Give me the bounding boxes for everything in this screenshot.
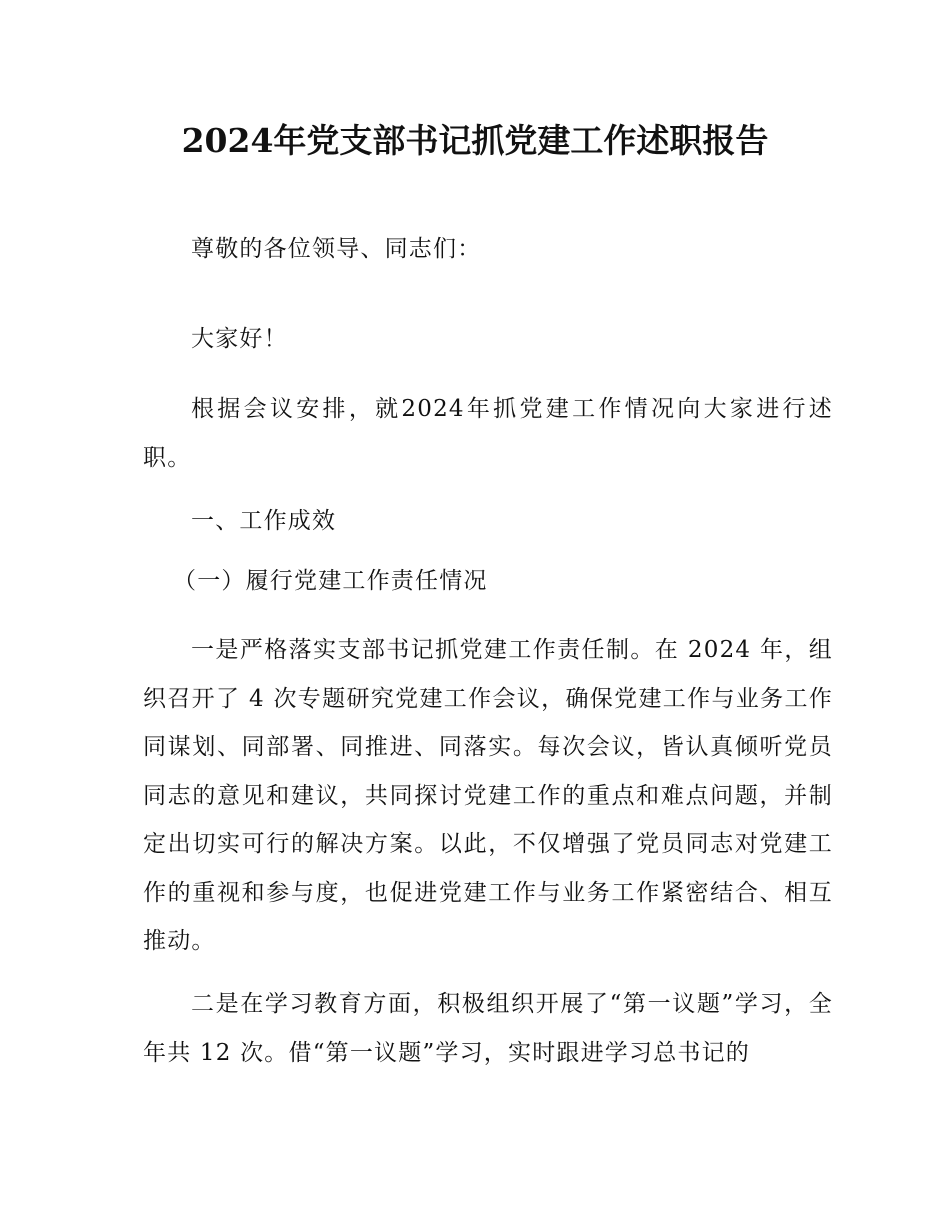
hello-line: 大家好！ <box>191 326 288 352</box>
greeting-line: 尊敬的各位领导、同志们： <box>191 236 482 262</box>
document-title: 2024年党支部书记抓党建工作述职报告 <box>181 121 769 160</box>
body-paragraph-1: 一是严格落实支部书记抓党建工作责任制。在 2024 年，组织召开了 4 次专题研究党建工作会议，确保党建工作与业务工作同谋划、同部署、同推进、同落实。每次会议，皆认真倾听党员同志的意见和建议，共同探讨党建工作的重点和难点问题，并制定出切实可行的解决方案。以此，不仅增强了党员同志对党建工作的重视和参与度，也促进党建工作与业务工作紧密结合、相互推动。 <box>143 637 833 954</box>
subsection-heading: （一）履行党建工作责任情况 <box>173 568 488 594</box>
intro-paragraph: 根据会议安排，就2024年抓党建工作情况向大家进行述职。 <box>143 396 833 471</box>
section-heading: 一、工作成效 <box>191 508 337 534</box>
body-paragraph-2: 二是在学习教育方面，积极组织开展了“第一议题”学习，全年共 12 次。借“第一议题”学习，实时跟进学习总书记的 <box>143 991 833 1066</box>
